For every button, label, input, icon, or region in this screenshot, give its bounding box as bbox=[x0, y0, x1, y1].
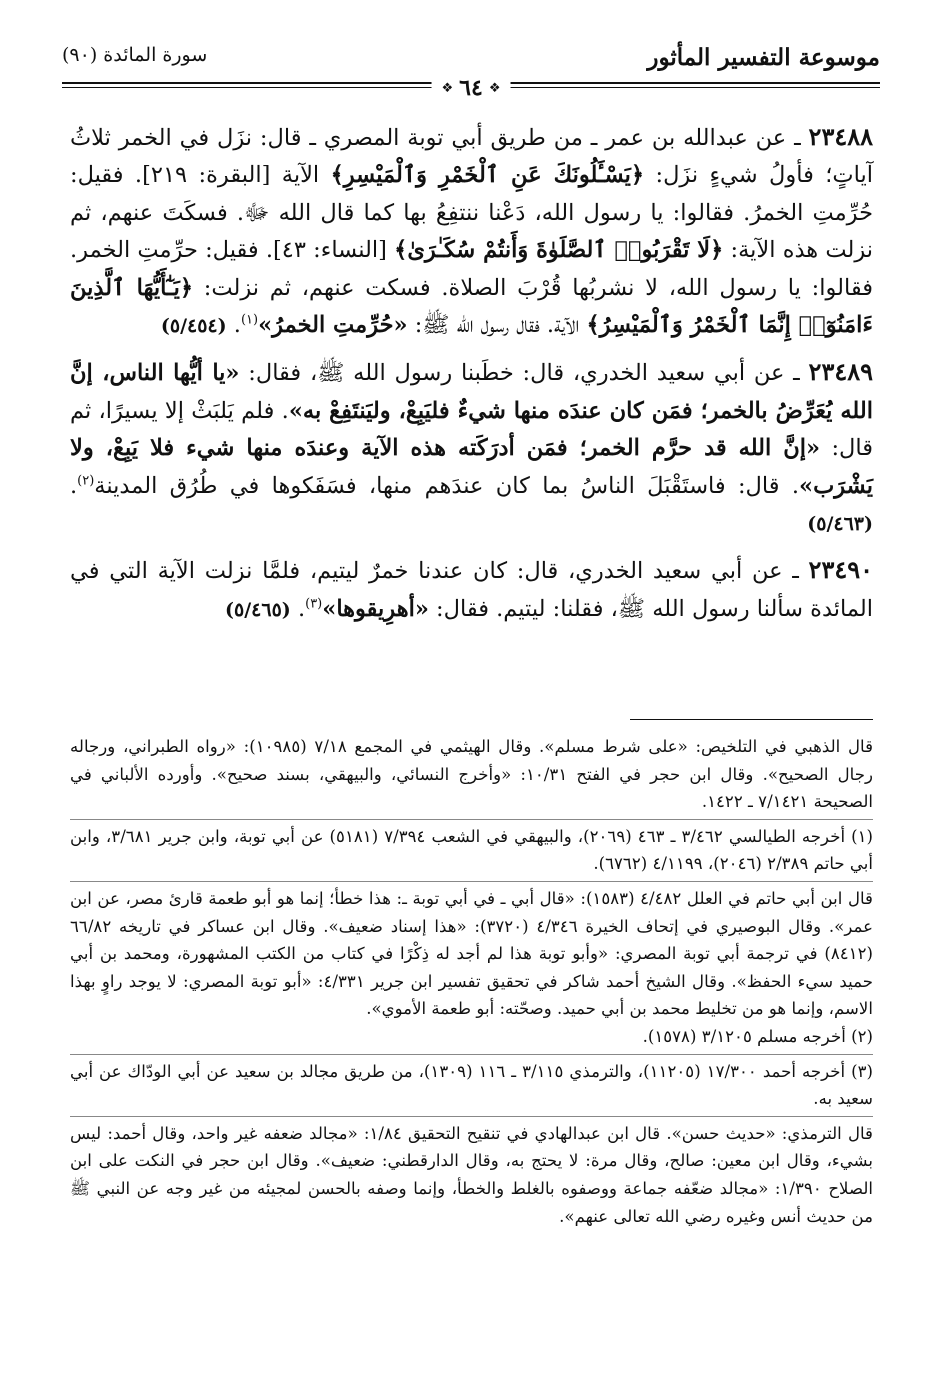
quran-quote: ﴿لَا تَقْرَبُوا۟ ٱلصَّلَوٰةَ وَأَنتُمْ سُكَـٰرَىٰ﴾ bbox=[394, 237, 724, 264]
surah-label: سورة المائدة (٩٠) bbox=[62, 44, 208, 66]
hadith-number: ٢٣٤٩٠ bbox=[808, 555, 873, 585]
prophet-saying: «أهرِيقوها» bbox=[322, 595, 429, 622]
footnote-marker: (٢) bbox=[77, 473, 95, 489]
hadith-text: الآية. فقال رسول الله ﷺ: bbox=[407, 312, 587, 339]
ornament-icon: ❖ bbox=[441, 80, 454, 96]
prophet-saying: «يا أيُّها الناس، إنَّ الله يُعَرِّضُ بالخمر؛ فمَن كان عندَه منها شيءٌ فليَبِعْ، وليَنتَفِعْ به» bbox=[70, 360, 873, 424]
quran-quote: ﴿يَسْـَٔلُونَكَ عَنِ ٱلْخَمْرِ وَٱلْمَيْسِرِ﴾ bbox=[330, 162, 645, 189]
footnote: (٣) أخرجه أحمد ١٧/٣٠٠ (١١٢٠٥)، والترمذي ٣/١١٥ ـ ١١٦ (١٣٠٩)، من طريق مجالد بن سعيد عن أبي الودّاك عن أبي سعيد به. bbox=[70, 1054, 873, 1113]
prophet-saying: «إنَّ الله قد حرَّم الخمر؛ فمَن أدرَكَته هذه الآية وعندَه منها شيء فلا يَبِعْ، ولا يَشْرَب» bbox=[70, 435, 873, 499]
hadith-entry: ٢٣٤٨٩ ـ عن أبي سعيد الخدري، قال: خطَبنا رسول الله ﷺ، فقال: «يا أيُّها الناس، إنَّ الله يُعَرِّضُ بالخمر؛ فمَن كان عندَه منها شيءٌ فليَبِعْ، وليَنتَفِعْ به». فلم يَلبَثْ إلا يسيرًا، ثم قال: «إنَّ الله قد حرَّم الخمر؛ فمَن أدرَكَته هذه الآية وعندَه منها شيء فلا يَبِعْ، ولا يَشْرَب». قال: فاستَقْبَلَ الناسُ بما كان عندَهم منها، فسَفَكوها في طُرُق المدينة$^{(٢)}$. (٥/٤٦٣) bbox=[70, 357, 873, 536]
book-title: موسوعة التفسير المأثور bbox=[647, 44, 880, 71]
hadith-number: ٢٣٤٨٨ bbox=[808, 122, 873, 151]
footnote-separator bbox=[630, 719, 873, 720]
footnotes bbox=[70, 733, 873, 1230]
prophet-saying: «حُرِّمتِ الخمرُ» bbox=[258, 312, 408, 339]
hadith-text: . قال: فاستَقْبَلَ الناسُ بما كان عندَهم منها، فسَفَكوها في طُرُق المدينة bbox=[94, 472, 799, 499]
volume-reference: (٥/٤٦٥) bbox=[225, 598, 291, 621]
footnote: قال الترمذي: «حديث حسن». قال ابن عبدالهادي في تنقيح التحقيق ١/٨٤: «مجالد ضعفه غير واحد، وقال أحمد: ليس بشيء، وقال ابن معين: صالح، وقال مرة: لا يحتج به، وقال الدارقطني: ضعيف». وقال ابن حجر في النكت على ابن الصلاح ١/٣٩٠: «مجالد ضعّفه جماعة ووصفوه بالغلط والخطأ، وإنما وصفه بالحسن لمجيئه من غير وجه عن النبي ﷺ من حديث أنس وغيره رضي الله تعالى عنهم». bbox=[70, 1116, 873, 1230]
ornament-icon: ❖ bbox=[488, 80, 501, 96]
footnote: قال ابن أبي حاتم في العلل ٤/٤٨٢ (١٥٨٣): «قال أبي ـ في أبي توبة ـ: هذا خطأ؛ إنما هو أبو طعمة قارئ مصر، عن ابن عمر». وقال البوصيري في إتحاف الخيرة ٤/٣٤٦ (٣٧٢٠): «هذا إسناد ضعيف». وقال ابن عساكر في تاريخه ٦٦/٨٢ (٨٤١٢) في ترجمة أبي توبة المصري: «وأبو توبة هذا لم أجد له ذِكْرًا في كتاب من الكتب المشهورة، ومحمد بن أبي حميد سيء الحفظ». وقال الشيخ أحمد شاكر في تحقيق تفسير ابن جرير ٤/٣٣١: «أبو توبة المصري: لا يوجد راوٍ بهذا الاسم، وإنما هو من تخليط محمد بن أبي حميد. وصحّته: أبو طعمة الأموي». bbox=[70, 881, 873, 1023]
page-number: ٦٤ bbox=[459, 75, 483, 101]
footnote-marker: (١) bbox=[240, 312, 259, 328]
footnote-marker: (٣) bbox=[305, 596, 323, 612]
hadith-text: . فلم يَلبَثْ إلا يسيرًا، ثم قال: bbox=[70, 397, 873, 462]
page-number-box bbox=[432, 75, 511, 101]
hadith-text: [النساء: ٤٣]. فقيل: حرِّمتِ الخمر. فقالوا: يا رسول الله، لا نشربُها قُرْبَ الصلاة. فسكت عنهم، ثم نزلت: bbox=[70, 237, 873, 301]
footnote: قال الذهبي في التلخيص: «على شرط مسلم». وقال الهيثمي في المجمع ٧/١٨ (١٠٩٨٥): «رواه الطبراني، ورجاله رجال الصحيح». وقال ابن حجر في الفتح ١٠/٣١: «وأخرج النسائي، والبيهقي، بسند صحيح». وأورده الألباني في الصحيحة ٧/١٤٢١ ـ ١٤٢٢. bbox=[70, 737, 873, 812]
hadith-text: الآية [البقرة: ٢١٩]. فقيل: حُرِّمتِ الخمرُ. فقالوا: يا رسول الله، دَعْنا ننتفِعُ بها كما قال الله ﷻ. فسكَتَ عنهم، ثم نزلت هذه الآية: bbox=[70, 162, 873, 264]
hadith-number: ٢٣٤٨٩ bbox=[808, 357, 873, 387]
hadith-text: ـ عن أبي سعيد الخدري، قال: خطَبنا رسول الله ﷺ، فقال: bbox=[239, 360, 809, 387]
volume-reference: (٥/٤٥٤) bbox=[160, 315, 227, 338]
hadith-body bbox=[70, 118, 873, 629]
footnote: (٢) أخرجه مسلم ٣/١٢٠٥ (١٥٧٨). bbox=[642, 1026, 873, 1046]
volume-reference: (٥/٤٦٣) bbox=[807, 513, 873, 536]
footnote: (١) أخرجه الطيالسي ٣/٤٦٢ ـ ٤٦٣ (٢٠٦٩)، والبيهقي في الشعب ٧/٣٩٤ (٥١٨١) عن أبي توبة، وابن جرير ٣/٦٨١، وابن أبي حاتم ٢/٣٨٩ (٢٠٤٦)، ٤/١١٩٩ (٦٧٦٢). bbox=[70, 819, 873, 878]
quran-quote: ﴿يَـٰٓأَيُّهَا ٱلَّذِينَ ءَامَنُوٓا۟ إِنَّمَا ٱلْخَمْرُ وَٱلْمَيْسِرُ﴾ bbox=[70, 274, 873, 339]
hadith-entry: ٢٣٤٨٨ ـ عن عبدالله بن عمر ـ من طريق أبي توبة المصري ـ قال: نزَل في الخمر ثلاثُ آياتٍ؛ فأولُ شيءٍ نزَل: ﴿يَسْـَٔلُونَكَ عَنِ ٱلْخَمْرِ وَٱلْمَيْسِرِ﴾ الآية [البقرة: ٢١٩]. فقيل: حُرِّمتِ الخمرُ. فقالوا: يا رسول الله، دَعْنا ننتفِعُ بها كما قال الله ﷻ. فسكَتَ عنهم، ثم نزلت هذه الآية: ﴿لَا تَقْرَبُوا۟ ٱلصَّلَوٰةَ وَأَنتُمْ سُكَـٰرَىٰ﴾ [النساء: ٤٣]. فقيل: حرِّمتِ الخمر. فقالوا: يا رسول الله، لا نشربُها قُرْبَ الصلاة. فسكت عنهم، ثم نزلت: ﴿يَـٰٓأَيُّهَا ٱلَّذِينَ ءَامَنُوٓا۟ إِنَّمَا ٱلْخَمْرُ وَٱلْمَيْسِرُ﴾ الآية. فقال رسول الله ﷺ: «حُرِّمتِ الخمرُ»$^{(١)}$. (٥/٤٥٤) bbox=[70, 122, 873, 339]
hadith-text: ـ عن أبي سعيد الخدري، قال: كان عندنا خمرٌ ليتيم، فلمَّا نزلت الآية التي في المائدة سألنا رسول الله ﷺ، فقلنا: ليتيم. فقال: bbox=[70, 558, 873, 622]
page-header bbox=[62, 38, 880, 108]
hadith-text: ـ عن عبدالله بن عمر ـ من طريق أبي توبة المصري ـ قال: نزَل في الخمر ثلاثُ آياتٍ؛ فأولُ شيءٍ نزَل: bbox=[70, 125, 873, 189]
hadith-entry: ٢٣٤٩٠ ـ عن أبي سعيد الخدري، قال: كان عندنا خمرٌ ليتيم، فلمَّا نزلت الآية التي في المائدة سألنا رسول الله ﷺ، فقلنا: ليتيم. فقال: «أهرِيقوها»$^{(٣)}$. (٥/٤٦٥) bbox=[70, 555, 873, 622]
